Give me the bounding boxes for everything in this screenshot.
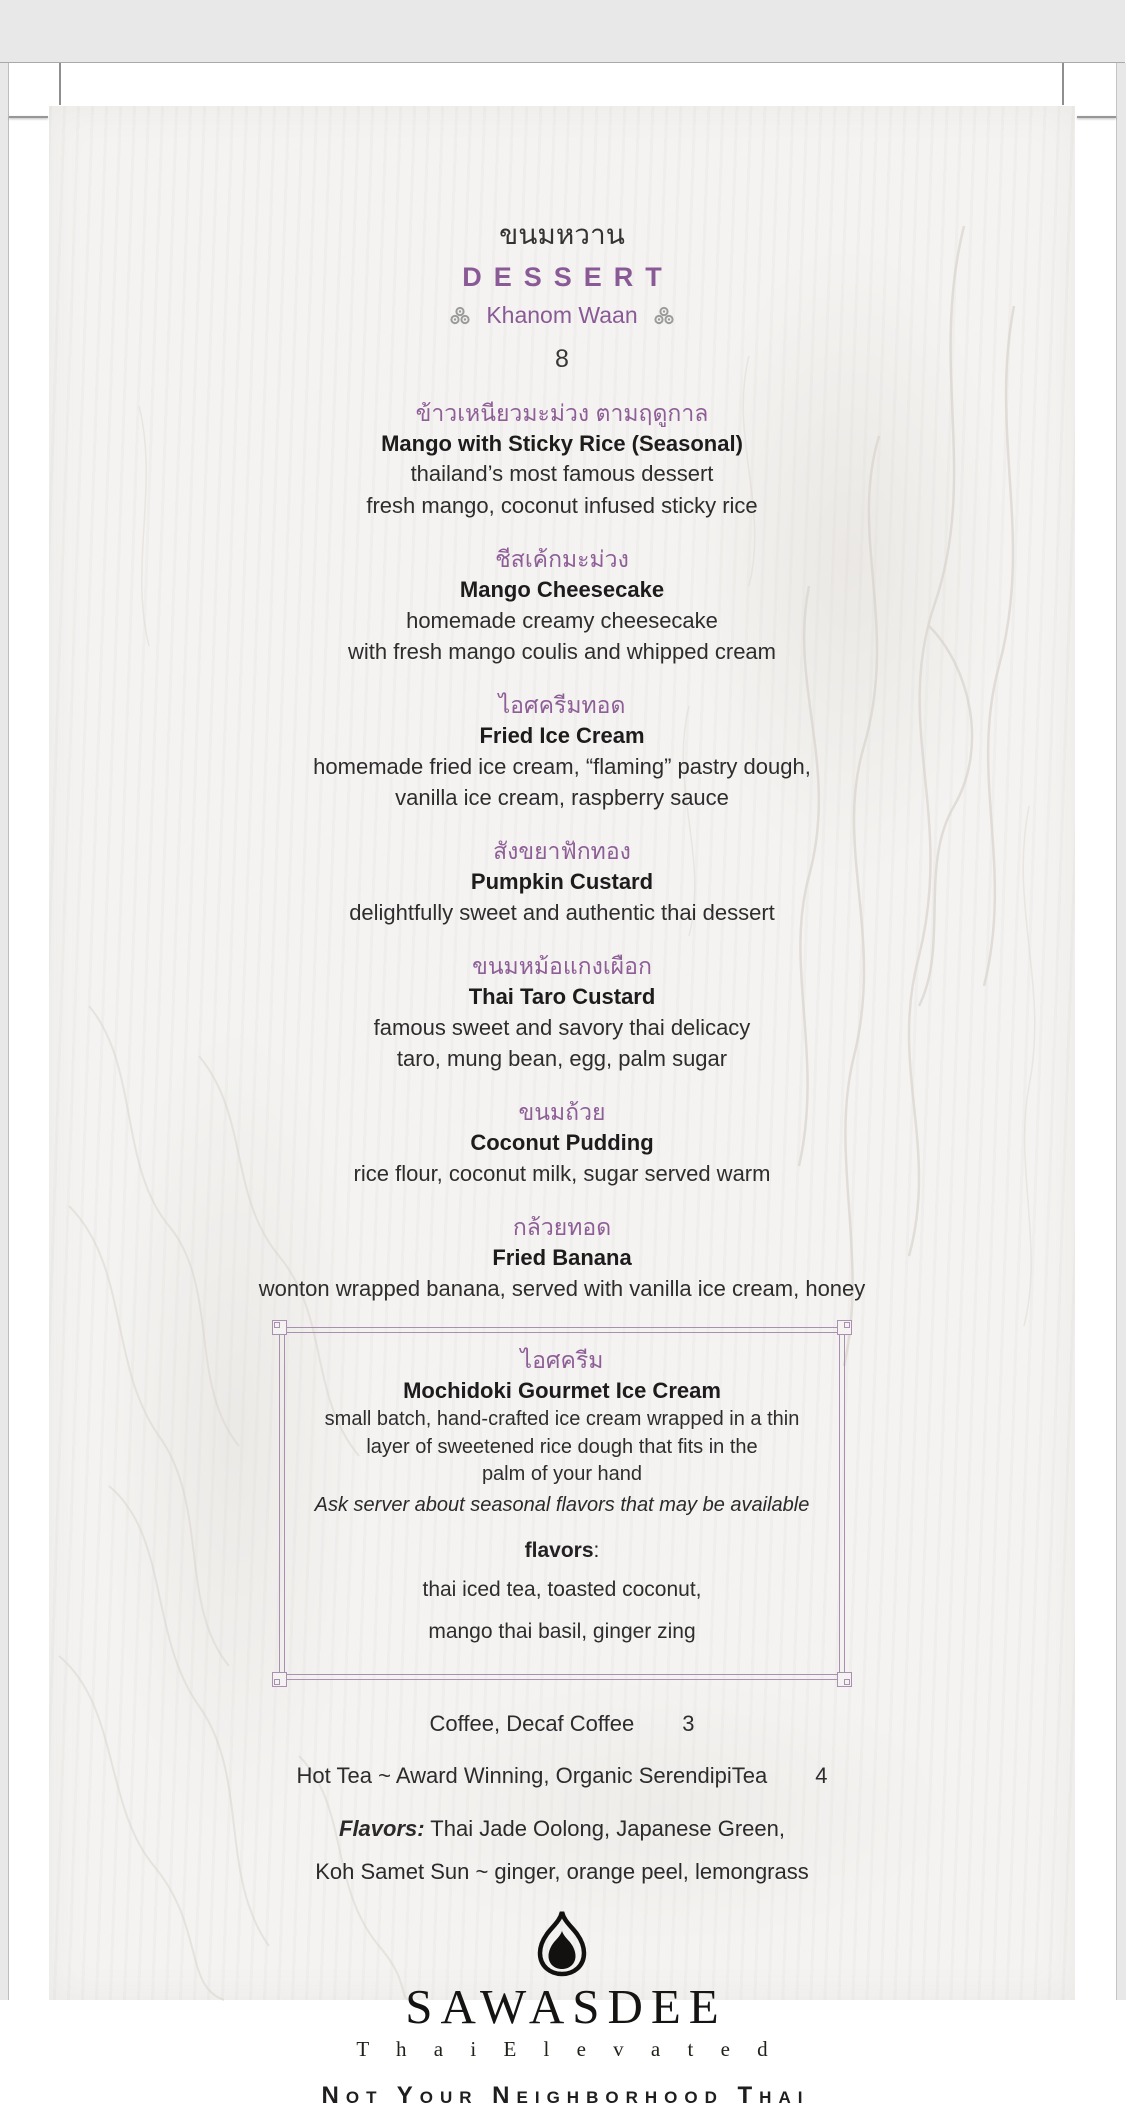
item-thai-name: ขนมถ้วย — [518, 1099, 606, 1126]
flavor-line: mango thai basil, ginger zing — [428, 1620, 696, 1644]
item-desc-line: homemade fried ice cream, “flaming” pastry dough, — [313, 753, 811, 779]
item-name: Coconut Pudding — [470, 1130, 654, 1156]
item-name: Fried Banana — [492, 1245, 632, 1271]
item-thai-name: ไอศครีม — [520, 1347, 604, 1374]
menu-item — [49, 1212, 1075, 1304]
tea-flavors-line — [49, 1815, 1075, 1844]
item-desc-line: wonton wrapped banana, served with vanilla ice cream, honey — [258, 1276, 866, 1302]
item-thai-name: ข้าวเหนียวมะม่วง ตามฤดูกาล — [415, 399, 709, 426]
item-name: Mango with Sticky Rice (Seasonal) — [381, 430, 743, 456]
box-corner-ornament — [837, 1672, 852, 1687]
flavor-line: thai iced tea, toasted coconut, — [422, 1577, 702, 1601]
item-desc-line: thailand’s most famous dessert — [410, 461, 714, 487]
trefoil-ornament-icon — [449, 306, 471, 326]
item-desc-line: taro, mung bean, egg, palm sugar — [396, 1046, 728, 1072]
tea-flavors-rest: Thai Jade Oolong, Japanese Green, — [424, 1815, 785, 1841]
flavors-colon: : — [593, 1538, 600, 1562]
drink-price: 3 — [682, 1710, 695, 1736]
menu-page — [49, 106, 1075, 2109]
menu-subtitle: Khanom Waan — [486, 301, 638, 328]
menu-title-thai: ขนมหวาน — [499, 219, 625, 250]
box-corner-dot — [844, 1679, 850, 1685]
page-break-line-left — [9, 116, 48, 118]
item-name: Pumpkin Custard — [470, 869, 654, 895]
drink-row — [49, 1710, 1075, 1739]
brand-slogan: Not Your Neighborhood Thai — [321, 2081, 810, 2109]
menu-item — [49, 398, 1075, 521]
page-break-line-right — [1077, 116, 1116, 118]
box-corner-dot — [274, 1322, 280, 1328]
viewer-background-top — [0, 0, 1125, 63]
flame-lotus-icon — [533, 1909, 591, 1977]
box-corner-dot — [274, 1679, 280, 1685]
viewer-background-left — [0, 63, 9, 2000]
item-desc-line: fresh mango, coconut infused sticky rice — [366, 492, 758, 518]
item-name: Fried Ice Cream — [479, 723, 645, 749]
special-item-inner — [284, 1332, 840, 1674]
flavors-heading — [299, 1539, 825, 1563]
item-desc-line: rice flour, coconut milk, sugar served warm — [353, 1161, 771, 1187]
item-desc-line: small batch, hand-crafted ice cream wrapped in a thin — [324, 1408, 800, 1431]
menu-content — [49, 106, 1075, 2110]
restaurant-logo — [49, 1909, 1075, 2109]
drink-row — [49, 1762, 1075, 1791]
item-thai-name: สังขยาฟักทอง — [493, 838, 631, 865]
item-desc-line: layer of sweetened rice dough that fits in the — [366, 1435, 758, 1458]
item-name: Mango Cheesecake — [459, 576, 665, 602]
menu-title: DESSERT — [462, 261, 674, 292]
drink-name: Coffee, Decaf Coffee — [429, 1710, 635, 1736]
item-name: Thai Taro Custard — [468, 984, 656, 1010]
item-desc-line: delightfully sweet and authentic thai dessert — [349, 899, 775, 925]
menu-item — [49, 836, 1075, 928]
item-desc-line: palm of your hand — [481, 1463, 643, 1486]
item-desc-line: famous sweet and savory thai delicacy — [373, 1014, 751, 1040]
trefoil-ornament-icon — [653, 306, 675, 326]
menu-item — [49, 951, 1075, 1074]
menu-item — [49, 690, 1075, 813]
item-desc-line: vanilla ice cream, raspberry sauce — [395, 784, 729, 810]
menu-subtitle-row — [49, 302, 1075, 330]
box-corner-dot — [844, 1322, 850, 1328]
item-thai-name: ไอศครีมทอด — [498, 691, 626, 718]
item-thai-name: ขนมหม้อแกงเผือก — [472, 953, 652, 980]
special-item-box — [279, 1327, 845, 1679]
seasonal-note: Ask server about seasonal flavors that may be available — [314, 1493, 810, 1516]
item-desc-line: with fresh mango coulis and whipped cream — [347, 638, 776, 664]
item-name: Mochidoki Gourmet Ice Cream — [403, 1378, 721, 1404]
section-price: 8 — [555, 344, 569, 373]
box-corner-ornament — [272, 1320, 287, 1335]
menu-item — [49, 1097, 1075, 1189]
flavors-label: flavors — [524, 1538, 594, 1562]
box-corner-ornament — [272, 1672, 287, 1687]
previous-page-frame-line-left — [59, 63, 61, 105]
menu-item — [49, 544, 1075, 667]
tea-flavors-label: Flavors: — [339, 1815, 425, 1841]
item-thai-name: กล้วยทอด — [512, 1214, 612, 1241]
viewer-background-right — [1116, 63, 1126, 2000]
item-thai-name: ชีสเค้กมะม่วง — [495, 545, 629, 572]
drink-name: Hot Tea ~ Award Winning, Organic SerendipiTea — [296, 1763, 768, 1789]
item-desc-line: homemade creamy cheesecake — [406, 607, 718, 633]
box-corner-ornament — [837, 1320, 852, 1335]
brand-tagline: T h a i E l e v a t e d — [356, 2036, 779, 2061]
brand-name: SAWASDEE — [405, 1979, 727, 2035]
previous-page-frame-line-right — [1062, 63, 1064, 105]
tea-flavors-line2: Koh Samet Sun ~ ginger, orange peel, lemongrass — [315, 1859, 809, 1885]
drink-price: 4 — [815, 1763, 828, 1789]
